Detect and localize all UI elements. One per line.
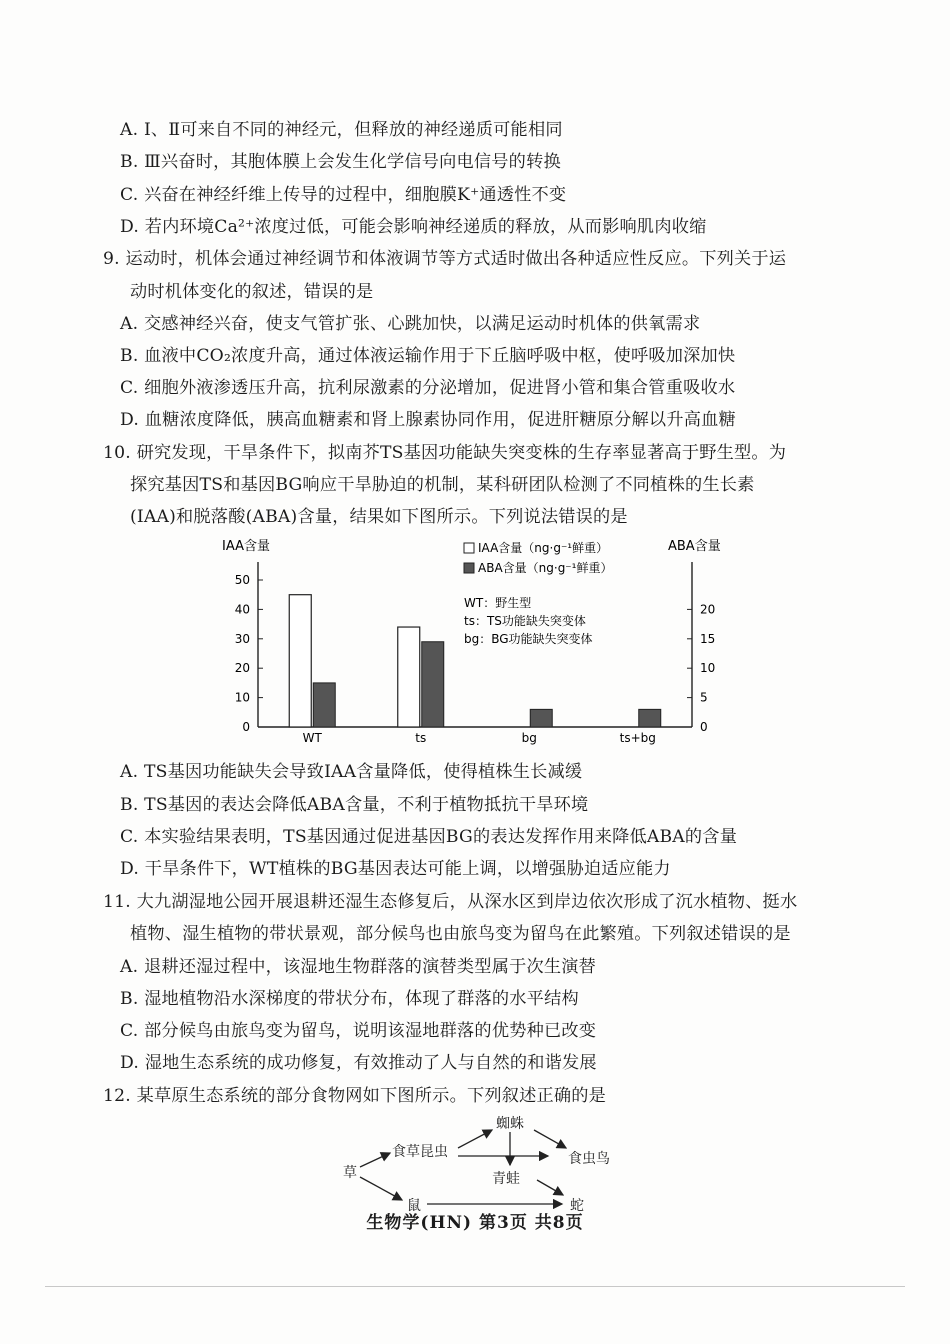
- q11-stem-line2: 植物、湿生植物的带状景观，部分候鸟也由旅鸟变为留鸟在此繁殖。下列叙述错误的是: [130, 924, 791, 944]
- q11-option-b: B. 湿地植物沿水深梯度的带状分布，体现了群落的水平结构: [120, 989, 579, 1009]
- food-web-diagram: [330, 1110, 630, 1220]
- page-footer: 生物学(HN) 第3页 共8页: [366, 1213, 584, 1233]
- aba-bar: [422, 642, 444, 727]
- right-tick-label: 10: [700, 661, 716, 676]
- right-tick-label: 5: [700, 690, 708, 705]
- category-label: bg: [521, 731, 537, 745]
- q10-option-d: D. 干旱条件下，WT植株的BG基因表达可能上调，以增强胁迫适应能力: [120, 859, 671, 879]
- q9-option-d: D. 血糖浓度降低，胰高血糖素和肾上腺素协同作用，促进肝糖原分解以升高血糖: [120, 410, 736, 430]
- q10-stem-line1: 10. 研究发现，干旱条件下，拟南芥TS基因功能缺失突变株的生存率显著高于野生型。为: [103, 443, 787, 463]
- q8-option-a: A. Ⅰ、Ⅱ可来自不同的神经元，但释放的神经递质可能相同: [120, 120, 563, 140]
- q11-option-d: D. 湿地生态系统的成功修复，有效推动了人与自然的和谐发展: [120, 1053, 597, 1073]
- q10-option-b: B. TS基因的表达会降低ABA含量，不利于植物抵抗干旱环境: [120, 795, 589, 815]
- iaa-aba-bar-chart: [200, 535, 760, 750]
- right-tick-label: 0: [700, 720, 708, 734]
- node-snake: 蛇: [570, 1198, 584, 1214]
- q11-option-a: A. 退耕还湿过程中，该湿地生物群落的演替类型属于次生演替: [120, 957, 597, 977]
- q9-stem-line2: 动时机体变化的叙述，错误的是: [130, 282, 374, 302]
- legend-label-iaa: IAA含量（ng·g⁻¹鲜重）: [478, 541, 609, 555]
- category-label: ts+bg: [619, 731, 656, 745]
- aba-bar: [530, 709, 552, 727]
- node-frog: 青蛙: [492, 1171, 520, 1187]
- legend-swatch-aba: [464, 563, 474, 573]
- left-axis-label: IAA含量: [222, 539, 270, 554]
- iaa-bar: [398, 627, 420, 727]
- left-tick-label: 30: [234, 631, 250, 646]
- q8-option-b: B. Ⅲ兴奋时，其胞体膜上会发生化学信号向电信号的转换: [120, 152, 561, 172]
- genotype-note: ts：TS功能缺失突变体: [464, 614, 586, 628]
- q8-option-c: C. 兴奋在神经纤维上传导的过程中，细胞膜K⁺通透性不变: [120, 185, 567, 205]
- q9-option-b: B. 血液中CO₂浓度升高，通过体液运输作用于下丘脑呼吸中枢，使呼吸加深加快: [120, 346, 736, 366]
- right-axis-label: ABA含量: [668, 539, 721, 554]
- genotype-note: bg：BG功能缺失突变体: [464, 632, 593, 646]
- q10-option-c: C. 本实验结果表明，TS基因通过促进基因BG的表达发挥作用来降低ABA的含量: [120, 827, 738, 847]
- left-tick-label: 10: [234, 690, 250, 705]
- q10-option-a: A. TS基因功能缺失会导致IAA含量降低，使得植株生长减缓: [120, 762, 583, 782]
- q8-option-d: D. 若内环境Ca²⁺浓度过低，可能会影响神经递质的释放，从而影响肌肉收缩: [120, 217, 707, 237]
- q9-stem-line1: 9. 运动时，机体会通过神经调节和体液调节等方式适时做出各种适应性反应。下列关于运: [103, 249, 787, 269]
- left-tick-label: 20: [234, 661, 250, 676]
- footer-divider: [45, 1286, 905, 1287]
- category-label: ts: [415, 731, 427, 745]
- left-tick-label: 40: [234, 602, 250, 617]
- q10-stem-line3: (IAA)和脱落酸(ABA)含量，结果如下图所示。下列说法错误的是: [130, 507, 628, 527]
- q11-stem-line1: 11. 大九湖湿地公园开展退耕还湿生态修复后，从深水区到岸边依次形成了沉水植物、挺水: [103, 892, 798, 912]
- right-tick-label: 20: [700, 602, 716, 617]
- node-insectivorous-bird: 食虫鸟: [568, 1151, 610, 1167]
- node-spider: 蜘蛛: [496, 1116, 524, 1132]
- q12-stem-line1: 12. 某草原生态系统的部分食物网如下图所示。下列叙述正确的是: [103, 1086, 607, 1106]
- genotype-notes: [464, 595, 593, 646]
- q9-option-a: A. 交感神经兴奋，使支气管扩张、心跳加快，以满足运动时机体的供氧需求: [120, 314, 701, 334]
- legend-swatch-iaa: [464, 543, 474, 553]
- node-herbivorous-insect: 食草昆虫: [392, 1144, 448, 1160]
- node-grass: 草: [343, 1165, 357, 1181]
- legend-label-aba: ABA含量（ng·g⁻¹鲜重）: [478, 561, 613, 575]
- q9-option-c: C. 细胞外液渗透压升高，抗利尿激素的分泌增加，促进肾小管和集合管重吸收水: [120, 378, 736, 398]
- aba-bar: [639, 709, 661, 727]
- chart-legend: [464, 540, 612, 575]
- aba-bar: [313, 683, 335, 727]
- left-tick-label: 50: [234, 573, 250, 587]
- right-tick-label: 15: [700, 631, 716, 646]
- q11-option-c: C. 部分候鸟由旅鸟变为留鸟，说明该湿地群落的优势种已改变: [120, 1021, 597, 1041]
- node-mouse: 鼠: [407, 1198, 421, 1214]
- iaa-bar: [289, 595, 311, 727]
- category-label: WT: [302, 731, 322, 745]
- genotype-note: WT：野生型: [464, 596, 532, 610]
- q10-stem-line2: 探究基因TS和基因BG响应干旱胁迫的机制，某科研团队检测了不同植株的生长素: [130, 475, 755, 495]
- left-tick-label: 0: [242, 720, 250, 734]
